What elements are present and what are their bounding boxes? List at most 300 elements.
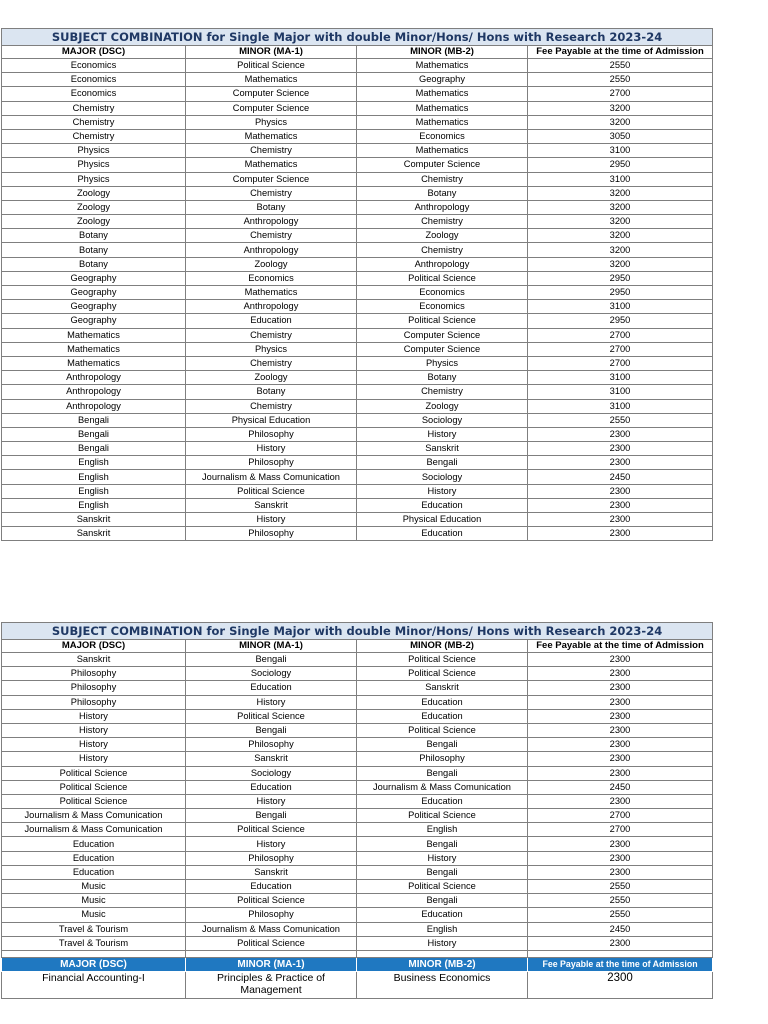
blue-header-minor-mb2: MINOR (MB-2) <box>357 957 528 971</box>
cell-minor-ma1: Sociology <box>186 667 357 681</box>
cell-minor-ma1: Chemistry <box>186 356 357 370</box>
cell-fee: 3100 <box>528 172 713 186</box>
cell-fee: 2700 <box>528 342 713 356</box>
cell-minor-ma1: Sanskrit <box>186 498 357 512</box>
header-fee: Fee Payable at the time of Admission <box>528 640 713 653</box>
cell-minor-mb2: History <box>357 484 528 498</box>
table-row <box>2 129 713 143</box>
finance-minor-ma1: Principles & Practice of Management <box>186 971 357 998</box>
table-row <box>2 186 713 200</box>
cell-minor-mb2: Chemistry <box>357 385 528 399</box>
cell-fee: 2700 <box>528 328 713 342</box>
table-row <box>2 880 713 894</box>
cell-minor-mb2: Education <box>357 527 528 541</box>
cell-major: Political Science <box>2 794 186 808</box>
table-row <box>2 894 713 908</box>
cell-minor-ma1: Sanskrit <box>186 752 357 766</box>
cell-fee: 2300 <box>528 738 713 752</box>
cell-fee: 2550 <box>528 908 713 922</box>
cell-minor-mb2: Education <box>357 498 528 512</box>
cell-major: Education <box>2 865 186 879</box>
header-fee: Fee Payable at the time of Admission <box>528 46 713 59</box>
cell-major: Travel & Tourism <box>2 936 186 950</box>
cell-minor-mb2: Political Science <box>357 271 528 285</box>
table-row <box>2 399 713 413</box>
cell-minor-ma1: Zoology <box>186 257 357 271</box>
table-title: SUBJECT COMBINATION for Single Major with double Minor/Hons/ Hons with Research 2023-24 <box>2 623 713 640</box>
cell-minor-mb2: Sociology <box>357 413 528 427</box>
cell-minor-ma1: Anthropology <box>186 243 357 257</box>
cell-major: Geography <box>2 314 186 328</box>
cell-minor-mb2: English <box>357 823 528 837</box>
cell-major: Education <box>2 851 186 865</box>
cell-minor-mb2: Bengali <box>357 738 528 752</box>
cell-fee: 2300 <box>528 513 713 527</box>
cell-fee: 2450 <box>528 470 713 484</box>
cell-fee: 2300 <box>528 498 713 512</box>
cell-minor-mb2: Bengali <box>357 456 528 470</box>
cell-major: English <box>2 470 186 484</box>
cell-fee: 2300 <box>528 667 713 681</box>
table-row <box>2 115 713 129</box>
cell-fee: 2300 <box>528 766 713 780</box>
cell-major: Bengali <box>2 427 186 441</box>
cell-minor-ma1: Anthropology <box>186 300 357 314</box>
table-row <box>2 667 713 681</box>
cell-minor-ma1: Education <box>186 314 357 328</box>
table-row <box>2 484 713 498</box>
cell-minor-ma1: Bengali <box>186 809 357 823</box>
cell-fee: 2300 <box>528 709 713 723</box>
cell-minor-mb2: Zoology <box>357 229 528 243</box>
cell-minor-ma1: Sanskrit <box>186 865 357 879</box>
cell-major: Music <box>2 880 186 894</box>
cell-minor-mb2: Chemistry <box>357 215 528 229</box>
cell-minor-ma1: Mathematics <box>186 73 357 87</box>
cell-minor-ma1: Chemistry <box>186 229 357 243</box>
cell-fee: 3100 <box>528 399 713 413</box>
table-row <box>2 286 713 300</box>
cell-fee: 2550 <box>528 880 713 894</box>
cell-minor-ma1: Zoology <box>186 371 357 385</box>
cell-major: History <box>2 709 186 723</box>
cell-major: Botany <box>2 243 186 257</box>
cell-minor-mb2: Political Science <box>357 314 528 328</box>
table-row <box>2 413 713 427</box>
table-2-body <box>2 653 713 951</box>
table-title: SUBJECT COMBINATION for Single Major with double Minor/Hons/ Hons with Research 2023-24 <box>2 29 713 46</box>
cell-minor-mb2: Political Science <box>357 723 528 737</box>
cell-major: Zoology <box>2 215 186 229</box>
table-row <box>2 144 713 158</box>
cell-major: Philosophy <box>2 695 186 709</box>
cell-major: Mathematics <box>2 328 186 342</box>
table-row <box>2 356 713 370</box>
cell-minor-mb2: Computer Science <box>357 158 528 172</box>
cell-major: Anthropology <box>2 385 186 399</box>
cell-minor-mb2: Bengali <box>357 865 528 879</box>
cell-major: Chemistry <box>2 129 186 143</box>
cell-fee: 2300 <box>528 936 713 950</box>
finance-row <box>2 971 713 998</box>
table-row <box>2 271 713 285</box>
cell-minor-ma1: Computer Science <box>186 87 357 101</box>
cell-major: Anthropology <box>2 371 186 385</box>
cell-fee: 3050 <box>528 129 713 143</box>
finance-minor-mb2: Business Economics <box>357 971 528 998</box>
table-row <box>2 59 713 73</box>
cell-minor-ma1: History <box>186 695 357 709</box>
cell-minor-mb2: Bengali <box>357 766 528 780</box>
cell-minor-ma1: Philosophy <box>186 456 357 470</box>
cell-minor-ma1: Philosophy <box>186 738 357 752</box>
cell-minor-mb2: Bengali <box>357 837 528 851</box>
cell-minor-ma1: Physics <box>186 115 357 129</box>
cell-minor-mb2: Physical Education <box>357 513 528 527</box>
cell-fee: 2700 <box>528 823 713 837</box>
cell-minor-mb2: Economics <box>357 129 528 143</box>
cell-minor-mb2: Mathematics <box>357 144 528 158</box>
cell-fee: 3100 <box>528 371 713 385</box>
cell-minor-mb2: Sanskrit <box>357 442 528 456</box>
cell-fee: 2550 <box>528 413 713 427</box>
cell-fee: 2950 <box>528 271 713 285</box>
table-row <box>2 257 713 271</box>
cell-minor-ma1: Chemistry <box>186 328 357 342</box>
cell-fee: 2950 <box>528 286 713 300</box>
cell-minor-mb2: Zoology <box>357 399 528 413</box>
table-row <box>2 851 713 865</box>
cell-minor-mb2: Education <box>357 695 528 709</box>
cell-minor-mb2: Anthropology <box>357 200 528 214</box>
cell-minor-mb2: Mathematics <box>357 115 528 129</box>
cell-major: English <box>2 456 186 470</box>
header-minor-ma1: MINOR (MA-1) <box>186 640 357 653</box>
cell-fee: 2700 <box>528 87 713 101</box>
cell-fee: 3200 <box>528 215 713 229</box>
table-row <box>2 300 713 314</box>
table-row <box>2 229 713 243</box>
cell-major: Philosophy <box>2 667 186 681</box>
table-row <box>2 709 713 723</box>
cell-fee: 2300 <box>528 527 713 541</box>
cell-minor-mb2: Geography <box>357 73 528 87</box>
cell-fee: 3200 <box>528 229 713 243</box>
cell-minor-mb2: Education <box>357 709 528 723</box>
cell-major: Journalism & Mass Comunication <box>2 823 186 837</box>
cell-minor-mb2: Education <box>357 908 528 922</box>
cell-minor-ma1: Political Science <box>186 709 357 723</box>
cell-major: Geography <box>2 271 186 285</box>
cell-minor-mb2: English <box>357 922 528 936</box>
cell-fee: 2550 <box>528 59 713 73</box>
cell-fee: 2300 <box>528 442 713 456</box>
table-row <box>2 328 713 342</box>
cell-minor-ma1: Sociology <box>186 766 357 780</box>
cell-minor-ma1: Botany <box>186 385 357 399</box>
table-row <box>2 101 713 115</box>
cell-major: Chemistry <box>2 115 186 129</box>
header-major: MAJOR (DSC) <box>2 640 186 653</box>
table-row <box>2 738 713 752</box>
combination-table-2 <box>1 622 713 999</box>
cell-major: Mathematics <box>2 342 186 356</box>
blue-header-major: MAJOR (DSC) <box>2 957 186 971</box>
cell-minor-ma1: Mathematics <box>186 158 357 172</box>
cell-minor-mb2: Chemistry <box>357 172 528 186</box>
cell-fee: 2300 <box>528 653 713 667</box>
blue-header-fee: Fee Payable at the time of Admission <box>528 957 713 971</box>
cell-fee: 2300 <box>528 723 713 737</box>
table-row <box>2 780 713 794</box>
cell-major: Sanskrit <box>2 527 186 541</box>
cell-minor-ma1: History <box>186 837 357 851</box>
table-row <box>2 470 713 484</box>
cell-minor-ma1: Mathematics <box>186 286 357 300</box>
table-row <box>2 385 713 399</box>
cell-fee: 3200 <box>528 200 713 214</box>
cell-fee: 2950 <box>528 158 713 172</box>
header-major: MAJOR (DSC) <box>2 46 186 59</box>
cell-minor-mb2: Botany <box>357 371 528 385</box>
cell-minor-ma1: History <box>186 513 357 527</box>
cell-major: Philosophy <box>2 681 186 695</box>
cell-minor-mb2: Education <box>357 794 528 808</box>
table-row <box>2 922 713 936</box>
cell-fee: 2300 <box>528 695 713 709</box>
cell-minor-ma1: History <box>186 442 357 456</box>
cell-fee: 2300 <box>528 484 713 498</box>
cell-fee: 3200 <box>528 257 713 271</box>
cell-major: Botany <box>2 257 186 271</box>
cell-fee: 3200 <box>528 243 713 257</box>
cell-minor-mb2: Bengali <box>357 894 528 908</box>
table-row <box>2 908 713 922</box>
cell-minor-ma1: Chemistry <box>186 144 357 158</box>
cell-major: English <box>2 484 186 498</box>
cell-major: Botany <box>2 229 186 243</box>
cell-minor-mb2: Philosophy <box>357 752 528 766</box>
cell-fee: 2300 <box>528 851 713 865</box>
cell-major: Zoology <box>2 186 186 200</box>
table-row <box>2 823 713 837</box>
cell-major: History <box>2 723 186 737</box>
cell-fee: 3100 <box>528 300 713 314</box>
cell-major: Sanskrit <box>2 653 186 667</box>
cell-fee: 3100 <box>528 385 713 399</box>
table-row <box>2 442 713 456</box>
cell-fee: 3100 <box>528 144 713 158</box>
finance-major: Financial Accounting-I <box>2 971 186 998</box>
cell-minor-ma1: Computer Science <box>186 172 357 186</box>
header-minor-ma1: MINOR (MA-1) <box>186 46 357 59</box>
cell-fee: 3200 <box>528 101 713 115</box>
table-row <box>2 936 713 950</box>
cell-minor-mb2: History <box>357 427 528 441</box>
blank-row <box>2 950 713 957</box>
table-row <box>2 427 713 441</box>
table-row <box>2 809 713 823</box>
header-minor-mb2: MINOR (MB-2) <box>357 640 528 653</box>
table-row <box>2 243 713 257</box>
cell-fee: 2700 <box>528 809 713 823</box>
cell-minor-ma1: Philosophy <box>186 908 357 922</box>
table-row <box>2 200 713 214</box>
cell-fee: 2450 <box>528 780 713 794</box>
table-row <box>2 87 713 101</box>
cell-fee: 3200 <box>528 115 713 129</box>
cell-fee: 2300 <box>528 427 713 441</box>
cell-minor-ma1: Anthropology <box>186 215 357 229</box>
cell-major: Economics <box>2 59 186 73</box>
cell-major: Chemistry <box>2 101 186 115</box>
cell-minor-mb2: Mathematics <box>357 101 528 115</box>
blue-header-row <box>2 957 713 971</box>
cell-major: Music <box>2 894 186 908</box>
cell-minor-ma1: Physics <box>186 342 357 356</box>
table-1-body <box>2 59 713 541</box>
table-row <box>2 371 713 385</box>
cell-major: Anthropology <box>2 399 186 413</box>
table-row <box>2 681 713 695</box>
cell-minor-ma1: Political Science <box>186 894 357 908</box>
cell-minor-ma1: Political Science <box>186 823 357 837</box>
cell-minor-mb2: Physics <box>357 356 528 370</box>
cell-major: Economics <box>2 87 186 101</box>
cell-minor-ma1: Philosophy <box>186 427 357 441</box>
cell-minor-ma1: Physical Education <box>186 413 357 427</box>
cell-minor-mb2: Political Science <box>357 653 528 667</box>
cell-major: Economics <box>2 73 186 87</box>
cell-major: Music <box>2 908 186 922</box>
cell-fee: 2550 <box>528 73 713 87</box>
cell-major: Physics <box>2 172 186 186</box>
cell-minor-mb2: Political Science <box>357 667 528 681</box>
cell-minor-mb2: Chemistry <box>357 243 528 257</box>
cell-major: Physics <box>2 144 186 158</box>
cell-minor-ma1: Political Science <box>186 484 357 498</box>
cell-major: Travel & Tourism <box>2 922 186 936</box>
cell-major: Geography <box>2 300 186 314</box>
cell-fee: 2700 <box>528 356 713 370</box>
cell-minor-ma1: Education <box>186 880 357 894</box>
cell-minor-ma1: Chemistry <box>186 186 357 200</box>
table-row <box>2 498 713 512</box>
cell-minor-mb2: Sociology <box>357 470 528 484</box>
cell-major: Sanskrit <box>2 513 186 527</box>
cell-minor-ma1: Political Science <box>186 936 357 950</box>
cell-minor-mb2: Sanskrit <box>357 681 528 695</box>
cell-minor-mb2: Political Science <box>357 809 528 823</box>
table-row <box>2 456 713 470</box>
cell-minor-ma1: Philosophy <box>186 527 357 541</box>
cell-fee: 2300 <box>528 681 713 695</box>
cell-minor-mb2: Political Science <box>357 880 528 894</box>
cell-minor-mb2: Economics <box>357 300 528 314</box>
cell-major: Physics <box>2 158 186 172</box>
cell-major: Bengali <box>2 413 186 427</box>
cell-minor-ma1: Philosophy <box>186 851 357 865</box>
table-row <box>2 794 713 808</box>
cell-minor-ma1: Bengali <box>186 723 357 737</box>
finance-fee: 2300 <box>528 971 713 998</box>
cell-minor-ma1: Mathematics <box>186 129 357 143</box>
cell-minor-ma1: Education <box>186 780 357 794</box>
cell-minor-ma1: Journalism & Mass Comunication <box>186 470 357 484</box>
cell-fee: 2450 <box>528 922 713 936</box>
table-row <box>2 314 713 328</box>
cell-minor-mb2: History <box>357 851 528 865</box>
cell-major: Political Science <box>2 766 186 780</box>
table-row <box>2 837 713 851</box>
cell-minor-mb2: Economics <box>357 286 528 300</box>
combination-table-1 <box>1 28 713 541</box>
cell-minor-ma1: Economics <box>186 271 357 285</box>
header-minor-mb2: MINOR (MB-2) <box>357 46 528 59</box>
cell-major: Bengali <box>2 442 186 456</box>
cell-minor-mb2: Computer Science <box>357 342 528 356</box>
cell-minor-mb2: Journalism & Mass Comunication <box>357 780 528 794</box>
cell-major: History <box>2 752 186 766</box>
cell-minor-ma1: Journalism & Mass Comunication <box>186 922 357 936</box>
cell-fee: 2300 <box>528 752 713 766</box>
table-row <box>2 695 713 709</box>
cell-minor-ma1: History <box>186 794 357 808</box>
table-row <box>2 723 713 737</box>
cell-major: Political Science <box>2 780 186 794</box>
cell-major: English <box>2 498 186 512</box>
cell-fee: 2300 <box>528 837 713 851</box>
cell-minor-mb2: Mathematics <box>357 87 528 101</box>
cell-fee: 2300 <box>528 456 713 470</box>
cell-major: Education <box>2 837 186 851</box>
cell-minor-mb2: Botany <box>357 186 528 200</box>
cell-minor-ma1: Bengali <box>186 653 357 667</box>
cell-minor-mb2: Anthropology <box>357 257 528 271</box>
cell-fee: 2950 <box>528 314 713 328</box>
cell-fee: 2300 <box>528 865 713 879</box>
cell-major: Journalism & Mass Comunication <box>2 809 186 823</box>
cell-major: History <box>2 738 186 752</box>
table-row <box>2 342 713 356</box>
table-row <box>2 158 713 172</box>
cell-minor-ma1: Computer Science <box>186 101 357 115</box>
cell-minor-mb2: Computer Science <box>357 328 528 342</box>
table-row <box>2 752 713 766</box>
table-row <box>2 527 713 541</box>
table-row <box>2 513 713 527</box>
table-row <box>2 73 713 87</box>
cell-minor-mb2: History <box>357 936 528 950</box>
cell-minor-ma1: Chemistry <box>186 399 357 413</box>
table-row <box>2 172 713 186</box>
cell-major: Geography <box>2 286 186 300</box>
blue-header-minor-ma1: MINOR (MA-1) <box>186 957 357 971</box>
cell-major: Mathematics <box>2 356 186 370</box>
cell-major: Zoology <box>2 200 186 214</box>
cell-fee: 2300 <box>528 794 713 808</box>
cell-fee: 3200 <box>528 186 713 200</box>
table-row <box>2 215 713 229</box>
table-row <box>2 865 713 879</box>
table-row <box>2 766 713 780</box>
cell-minor-ma1: Botany <box>186 200 357 214</box>
table-row <box>2 653 713 667</box>
cell-minor-ma1: Education <box>186 681 357 695</box>
cell-fee: 2550 <box>528 894 713 908</box>
cell-minor-mb2: Mathematics <box>357 59 528 73</box>
cell-minor-ma1: Political Science <box>186 59 357 73</box>
